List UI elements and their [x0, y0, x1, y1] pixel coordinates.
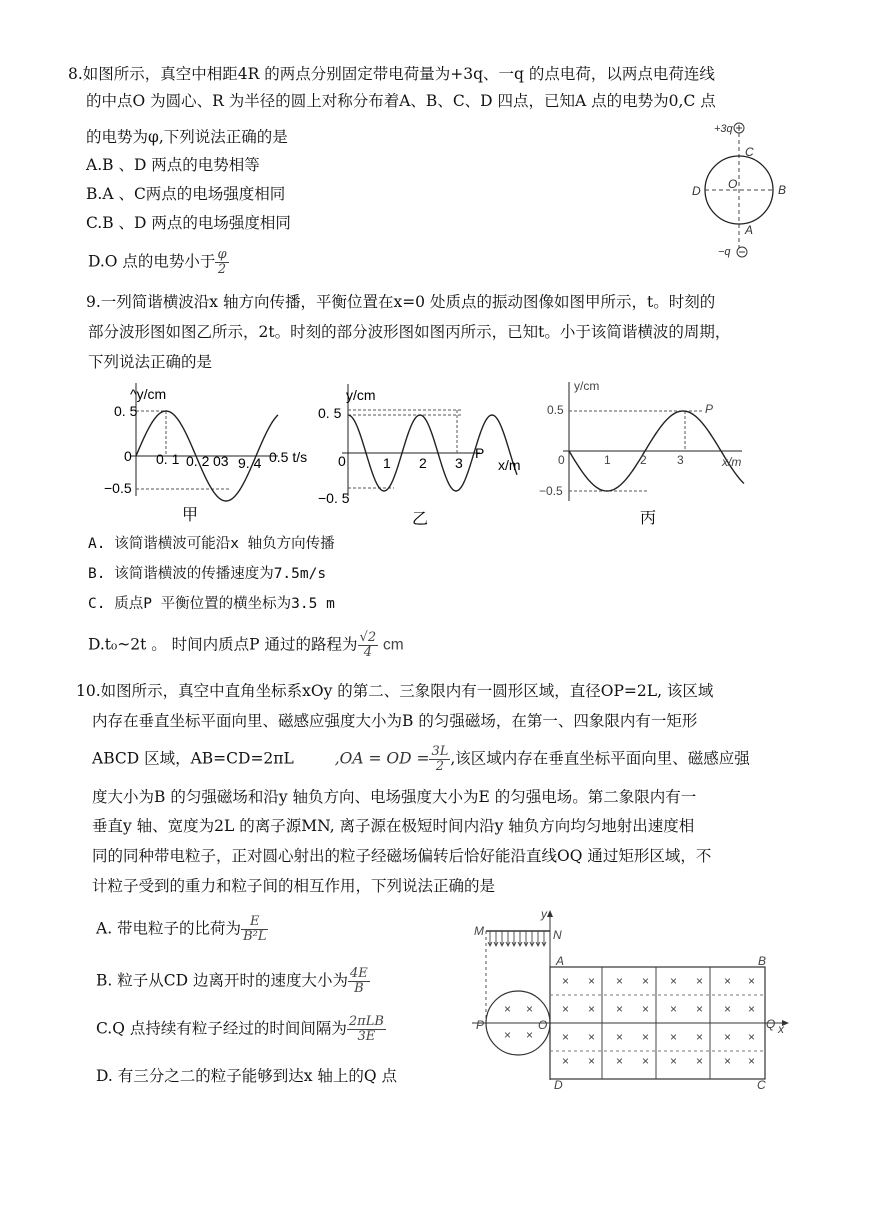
yi-y-bottom: −0. 5	[318, 490, 350, 506]
q10-field-cross: ×	[562, 1030, 570, 1044]
q10-option-a-fraction	[241, 915, 268, 944]
q10-field-cross: ×	[748, 1002, 756, 1016]
q10-field-cross: ×	[526, 1002, 534, 1016]
q8-option-a: A.B 、D 两点的电势相等	[86, 156, 260, 174]
q9-option-a: A. 该简谐横波可能沿x 轴负方向传播	[88, 536, 335, 552]
q10-line-3-text-a: ABCD 区域，AB=CD=2πL	[92, 749, 294, 768]
q10-a-numerator: E	[241, 915, 268, 930]
q10-field-cross: ×	[670, 974, 678, 988]
yi-tick-3: 3	[455, 455, 463, 471]
q10-option-c-fraction	[347, 1015, 386, 1044]
q10-field-cross: ×	[642, 1002, 650, 1016]
q9-figure-yi	[312, 378, 534, 528]
q10-ion-arrows	[488, 931, 546, 946]
q10-line-4: 度大小为B 的匀强磁场和沿y 轴负方向、电场强度大小为E 的匀强电场。第二象限内有一	[92, 788, 697, 806]
yi-caption: 乙	[412, 511, 429, 528]
q10-line-7: 计粒子受到的重力和粒子间的相互作用，下列说法正确的是	[92, 877, 496, 895]
q10-field-cross: ×	[696, 1030, 704, 1044]
q10-option-d: D. 有三分之二的粒子能够到达x 轴上的Q 点	[96, 1067, 398, 1085]
q10-label-o: O	[538, 1018, 548, 1032]
q10-option-a-text: A. 带电粒子的比荷为	[96, 919, 242, 938]
q10-field-cross: ×	[562, 1002, 570, 1016]
q10-line-5: 垂直y 轴、宽度为2L 的离子源MN, 离子源在极短时间内沿y 轴负方向均匀地射出速度相	[92, 817, 695, 835]
bing-tick-1: 1	[604, 453, 611, 467]
q9-option-b: B. 该简谐横波的传播速度为7.5m/s	[88, 566, 327, 582]
bing-xlabel: x/m	[722, 455, 742, 469]
jia-tick-4: 9. 4	[238, 455, 262, 471]
jia-tick-1: 0. 1	[156, 451, 180, 467]
bing-y-bottom: −0.5	[539, 484, 563, 498]
jia-caption: 甲	[182, 507, 199, 524]
q10-field-cross: ×	[724, 974, 732, 988]
q10-line-2: 内存在垂直坐标平面向里、磁感应强度大小为B 的匀强磁场，在第一、四象限内有一矩形	[92, 712, 698, 730]
q8-option-d-fraction	[215, 248, 228, 277]
q10-figure	[468, 905, 793, 1090]
q8-line-3: 的电势为φ,下列说法正确的是	[86, 128, 288, 146]
q10-a-denominator: B²L	[243, 929, 267, 944]
yi-tick-2: 2	[419, 455, 427, 471]
jia-y-top: 0. 5	[114, 403, 138, 419]
q10-label-b: B	[758, 954, 767, 968]
q10-option-c-text: C.Q 点持续有粒子经过的时间间隔为	[96, 1019, 347, 1038]
q9-figure-bing	[534, 376, 774, 528]
q10-label-q: Q	[766, 1017, 776, 1031]
jia-tick-2: 0. 2	[186, 453, 210, 469]
q9-option-d-fraction	[358, 631, 379, 660]
q10-option-b-fraction	[348, 967, 370, 996]
q10-field-cross: ×	[748, 974, 756, 988]
q10-field-cross: ×	[588, 1030, 596, 1044]
q10-field-cross: ×	[724, 1054, 732, 1068]
q8-option-d-text: D.O 点的电势小于	[88, 252, 216, 271]
jia-ylabel: ^y/cm	[130, 386, 167, 402]
q8-d-numerator: φ	[217, 247, 227, 262]
q10-label-c: C	[757, 1078, 766, 1090]
q10-field-cross: ×	[588, 974, 596, 988]
q10-field-cross: ×	[616, 1002, 624, 1016]
q10-line-3-text-b: ,该区域内存在垂直坐标平面向里、磁感应强	[450, 749, 750, 768]
yi-origin: 0	[338, 453, 346, 469]
q8-line-1: 8.如图所示，真空中相距4R 的两点分别固定带电荷量为+3q、一q 的点电荷，以两点电荷连线	[68, 65, 715, 83]
q10-field-cross: ×	[670, 1002, 678, 1016]
q10-label-p: P	[476, 1018, 485, 1032]
q9-figure-jia	[100, 378, 325, 528]
q8-fig-label-d: D	[692, 184, 701, 198]
q8-fig-top-charge-label: +3q	[714, 123, 733, 135]
q8-line-2: 的中点O 为圆心、R 为半径的圆上对称分布着A、B、C、D 四点，已知A 点的电势为0,C 点	[86, 92, 716, 110]
yi-label-p: P	[475, 445, 485, 461]
bing-origin: 0	[558, 453, 565, 467]
yi-ylabel: y/cm	[346, 387, 376, 403]
q8-fig-label-a: A	[745, 223, 754, 237]
q8-fig-label-o: O	[728, 177, 738, 191]
q10-field-cross: ×	[642, 974, 650, 988]
q10-field-cross: ×	[642, 1030, 650, 1044]
q9-d-denominator: 4	[363, 645, 372, 660]
bing-ylabel: y/cm	[574, 379, 600, 393]
q10-label-a: A	[556, 954, 565, 968]
q9-option-d	[88, 631, 404, 660]
q10-label-x: x	[778, 1022, 784, 1036]
q10-field-cross: ×	[696, 1002, 704, 1016]
q10-option-a	[96, 915, 268, 944]
jia-y-bottom: −0.5	[104, 480, 132, 496]
q10-field-cross: ×	[670, 1030, 678, 1044]
q8-option-c: C.B 、D 两点的电场强度相同	[86, 214, 291, 232]
q10-field-cross: ×	[526, 1028, 534, 1042]
q9-option-d-text: D.t₀~2t 。 时间内质点P 通过的路程为	[88, 635, 358, 654]
q10-field-cross: ×	[748, 1030, 756, 1044]
q10-label-d: D	[554, 1078, 563, 1090]
q10-field-cross: ×	[642, 1054, 650, 1068]
q10-l3-denominator: 2	[435, 759, 445, 774]
jia-tick-3: 03	[213, 453, 229, 469]
yi-xlabel: x/m	[498, 457, 521, 473]
q10-line-3	[92, 745, 750, 774]
q10-field-cross: ×	[588, 1002, 596, 1016]
q10-field-cross: ×	[562, 974, 570, 988]
q9-line-1: 9.一列简谐横波沿x 轴方向传播，平衡位置在x=0 处质点的振动图像如图甲所示，t。时刻的	[86, 293, 716, 311]
q10-field-cross: ×	[724, 1030, 732, 1044]
q10-b-numerator: 4E	[349, 966, 368, 981]
q10-line-6: 同的同种带电粒子，正对圆心射出的粒子经磁场偏转后恰好能沿直线OQ 通过矩形区域，不	[92, 847, 712, 865]
q10-option-b	[96, 967, 370, 996]
q9-option-c: C. 质点P 平衡位置的横坐标为3.5 m	[88, 596, 335, 612]
bing-caption: 丙	[640, 510, 657, 527]
q10-field-cross: ×	[504, 1028, 512, 1042]
q8-figure	[690, 118, 810, 263]
jia-tick-5: 0.5 t/s	[269, 449, 308, 465]
bing-tick-2: 2	[640, 453, 647, 467]
q8-d-denominator: 2	[217, 262, 227, 277]
bing-label-p: P	[705, 402, 714, 416]
q8-fig-bottom-charge-label: −q	[718, 246, 731, 258]
q8-option-b: B.A 、C两点的电场强度相同	[86, 185, 286, 203]
q8-fig-label-b: B	[778, 183, 787, 197]
q10-option-b-text: B. 粒子从CD 边离开时的速度大小为	[96, 971, 348, 990]
q10-l3-numerator: 3L	[431, 744, 449, 759]
q10-line-3-fraction	[429, 745, 450, 774]
q10-c-numerator: 2πLB	[348, 1014, 384, 1029]
q10-field-cross: ×	[696, 974, 704, 988]
q8-fig-label-c: C	[745, 145, 754, 159]
q10-field-cross: ×	[670, 1054, 678, 1068]
q10-label-n: N	[553, 928, 562, 942]
bing-tick-3: 3	[677, 453, 684, 467]
q8-option-d	[88, 248, 229, 277]
yi-y-top: 0. 5	[318, 405, 342, 421]
q10-field-cross: ×	[748, 1054, 756, 1068]
yi-tick-1: 1	[383, 455, 391, 471]
q10-field-cross: ×	[562, 1054, 570, 1068]
q10-option-c	[96, 1015, 386, 1044]
q10-label-m: M	[474, 924, 484, 938]
jia-origin: 0	[124, 448, 132, 464]
q10-b-denominator: B	[354, 981, 364, 996]
q9-option-d-unit: cm	[383, 636, 404, 654]
q9-line-2: 部分波形图如图乙所示，2t。时刻的部分波形图如图丙所示，已知t。小于该简谐横波的周期，	[88, 323, 731, 341]
q10-c-denominator: 3E	[357, 1029, 376, 1044]
q10-field-cross: ×	[616, 974, 624, 988]
q10-label-y: y	[541, 907, 547, 921]
q10-field-cross: ×	[588, 1054, 596, 1068]
q9-d-numerator: √2	[359, 630, 377, 645]
bing-y-top: 0.5	[547, 403, 564, 417]
q10-line-3-math: ,OA = OD =	[334, 749, 430, 768]
q10-field-cross: ×	[724, 1002, 732, 1016]
q10-field-cross: ×	[696, 1054, 704, 1068]
q9-line-3: 下列说法正确的是	[88, 353, 213, 371]
q10-field-cross: ×	[504, 1002, 512, 1016]
q10-line-1: 10.如图所示，真空中直角坐标系xOy 的第二、三象限内有一圆形区域，直径OP=2L, 该区域	[76, 682, 714, 700]
q10-field-cross: ×	[616, 1030, 624, 1044]
q10-field-cross: ×	[616, 1054, 624, 1068]
